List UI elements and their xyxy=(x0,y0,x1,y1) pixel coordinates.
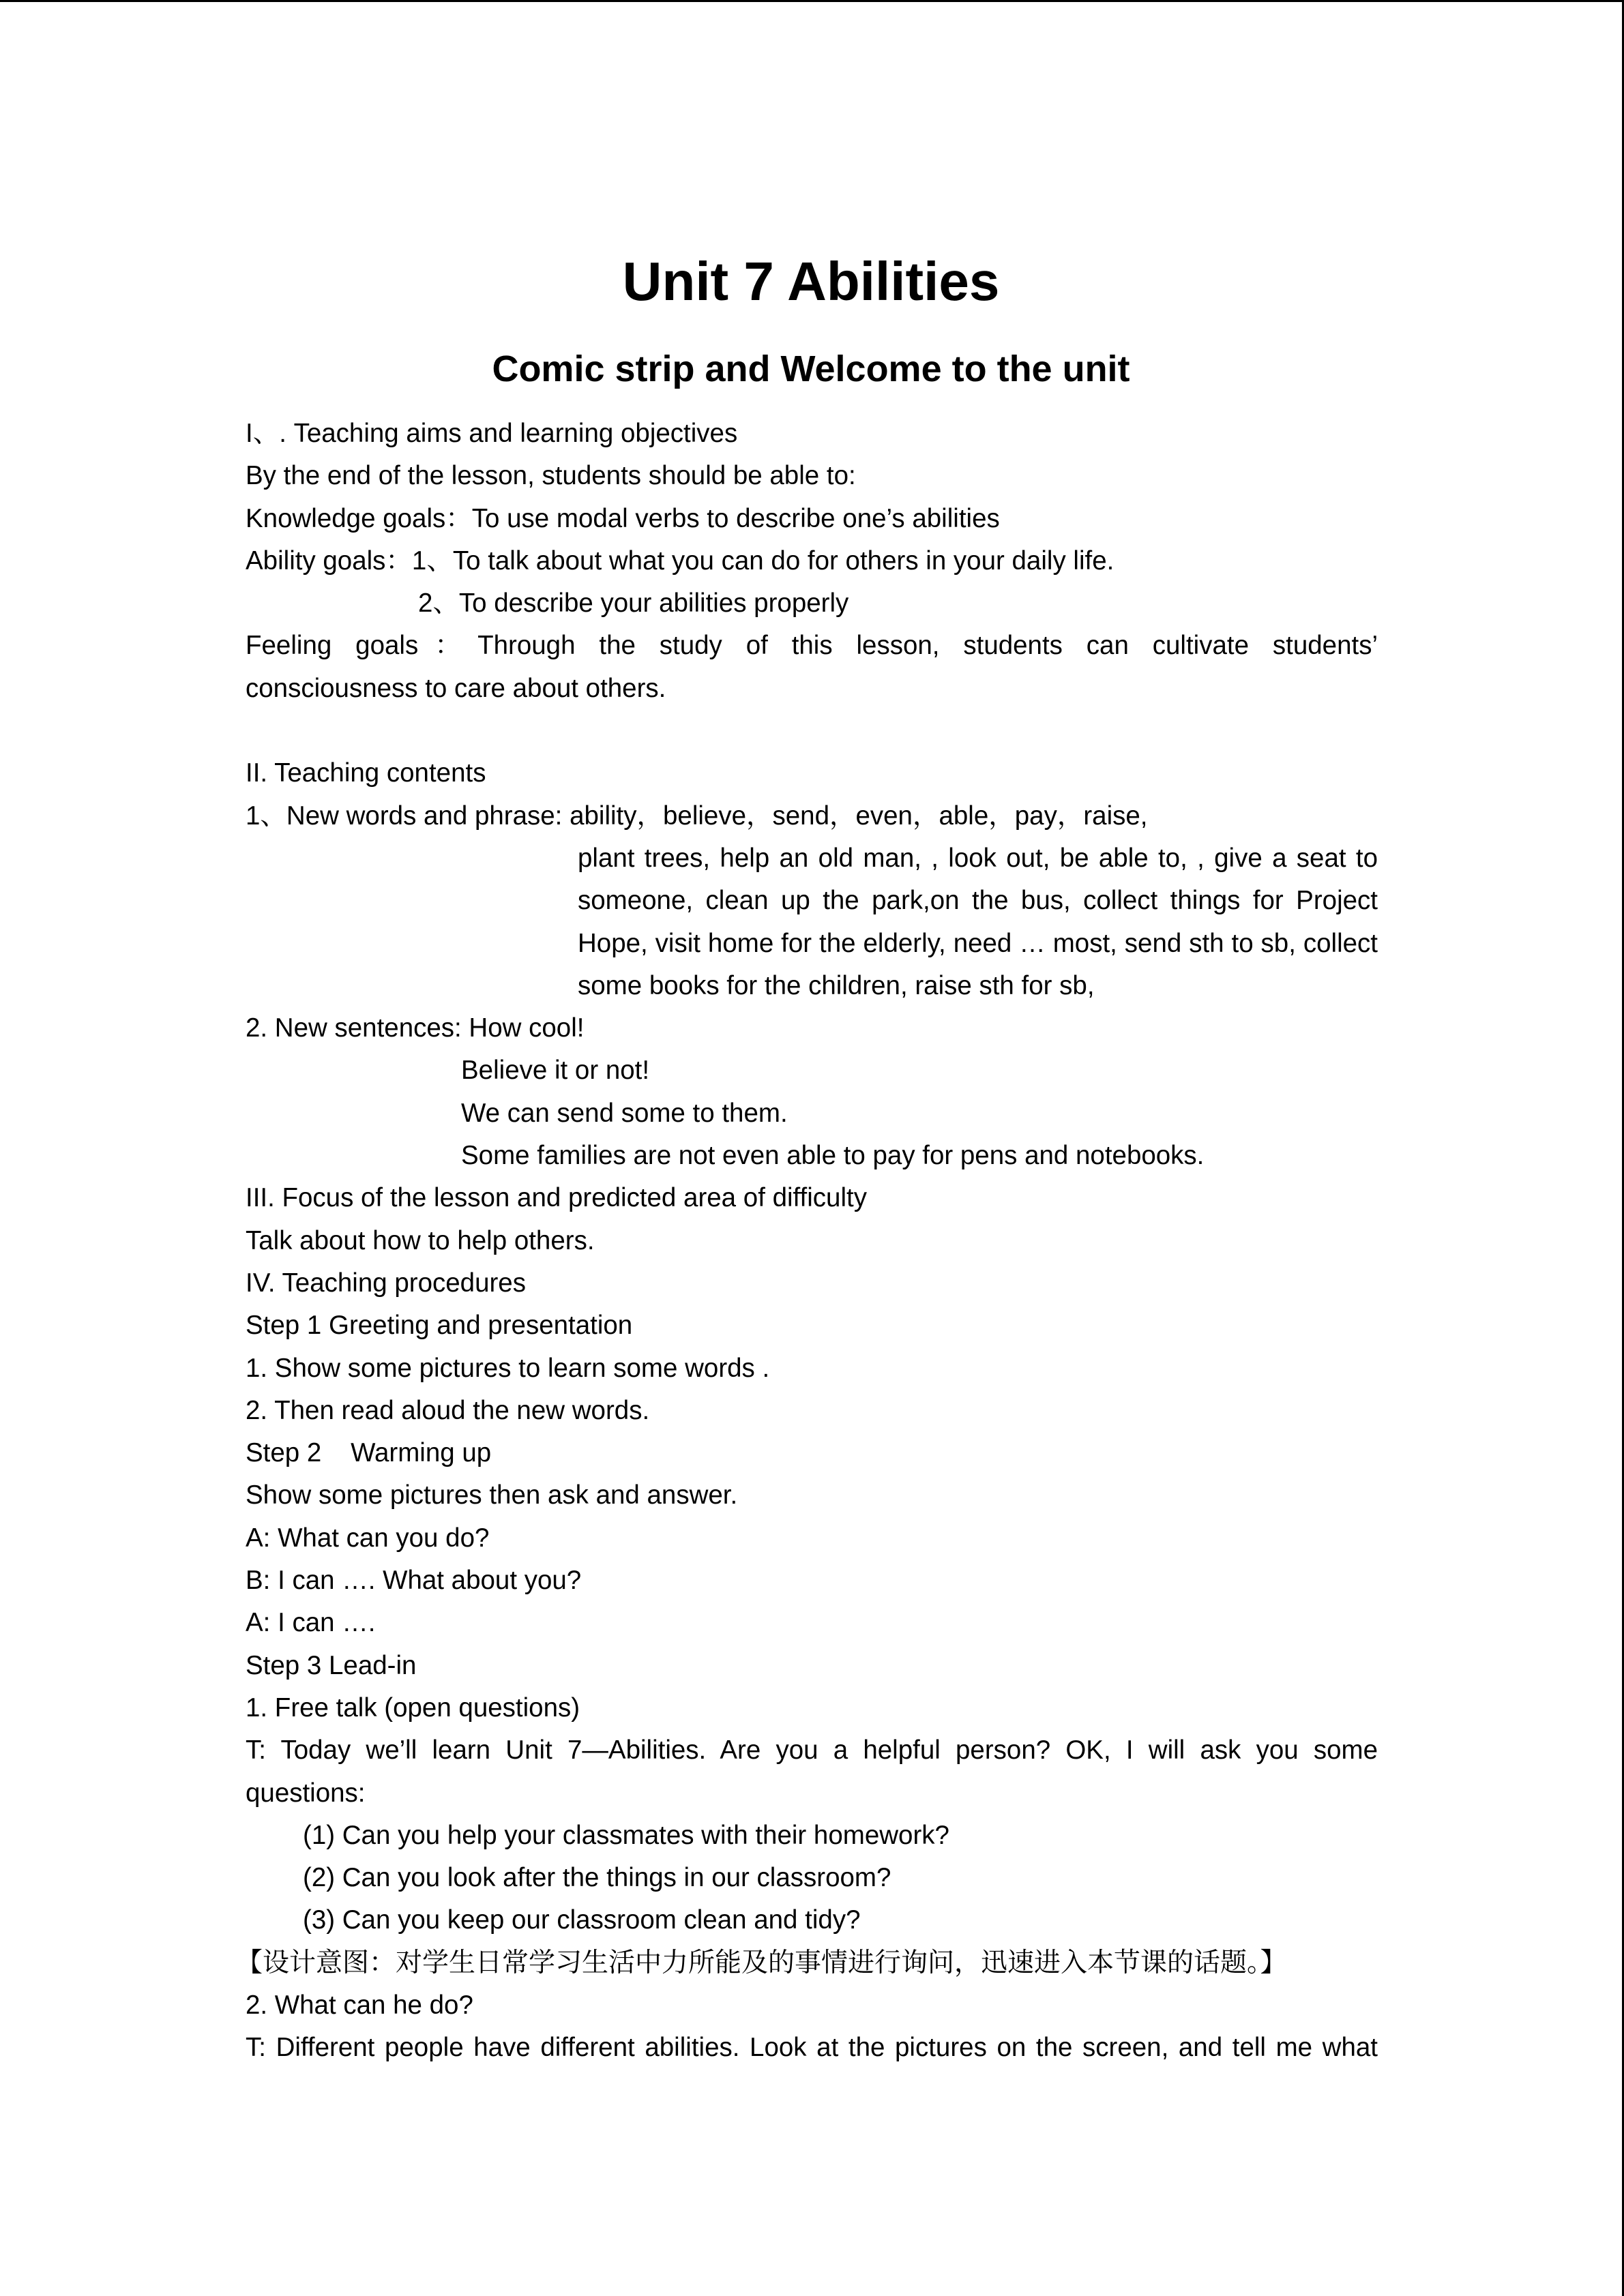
step-item: 2. Then read aloud the new words. xyxy=(246,1395,650,1425)
new-sentence-line: 2. New sentences: How cool! xyxy=(246,1013,585,1043)
teacher-line-cont: questions: xyxy=(246,1778,366,1808)
question-item: (2) Can you look after the things in our classroom? xyxy=(303,1863,891,1893)
step-heading: Step 2 Warming up xyxy=(246,1438,492,1468)
new-sentence-line: Some families are not even able to pay for pens and notebooks. xyxy=(461,1141,1205,1171)
section-heading: II. Teaching contents xyxy=(246,758,486,788)
step-item: 1. Show some pictures to learn some words . xyxy=(246,1353,770,1383)
feeling-goals-cont: consciousness to care about others. xyxy=(246,673,666,703)
dialog-line: B: I can …. What about you? xyxy=(246,1566,582,1596)
step-item: 2. What can he do? xyxy=(246,1990,473,2020)
new-words-line: plant trees, help an old man, , look out, be able to, , give a seat to xyxy=(578,843,1378,873)
new-sentence-line: Believe it or not! xyxy=(461,1056,650,1086)
blank-line xyxy=(246,710,1378,752)
new-words-line: 1、New words and phrase: ability，believe，send，even，able，pay，raise, xyxy=(246,801,1148,831)
teacher-line: T: Different people have different abilities. Look at the pictures on the screen, and tell me what xyxy=(246,2033,1378,2063)
design-note: 【设计意图：对学生日常学习生活中力所能及的事情进行询问，迅速进入本节课的话题。】 xyxy=(236,1947,1287,1978)
feeling-goals: Feeling goals：Through the study of this lesson, students can cultivate students’ xyxy=(246,631,1378,661)
dialog-line: A: What can you do? xyxy=(246,1523,490,1553)
section-heading: IV. Teaching procedures xyxy=(246,1268,526,1298)
section-heading: I、. Teaching aims and learning objectives xyxy=(246,419,738,448)
paragraph-line: Talk about how to help others. xyxy=(246,1225,595,1255)
new-words-line: some books for the children, raise sth for sb, xyxy=(578,970,1095,1000)
page-subtitle: Comic strip and Welcome to the unit xyxy=(492,348,1130,389)
section-heading: III. Focus of the lesson and predicted area of difficulty xyxy=(246,1183,867,1213)
dialog-line: A: I can …. xyxy=(246,1608,376,1638)
document-body xyxy=(236,413,1378,2070)
new-words-line: someone, clean up the park,on the bus, collect things for Project xyxy=(578,886,1378,916)
step-heading: Step 3 Lead-in xyxy=(246,1650,417,1680)
new-words-line: Hope, visit home for the elderly, need … most, send sth to sb, collect xyxy=(578,928,1378,958)
ability-goals: Ability goals：1、To talk about what you can do for others in your daily life. xyxy=(246,546,1114,576)
question-item: (3) Can you keep our classroom clean and tidy? xyxy=(303,1905,861,1935)
paragraph-line: Show some pictures then ask and answer. xyxy=(246,1480,738,1510)
page-title: Unit 7 Abilities xyxy=(622,251,1000,312)
ability-goals-2: 2、To describe your abilities properly xyxy=(418,588,849,618)
teacher-line: T: Today we’ll learn Unit 7—Abilities. Are you a helpful person? OK, I will ask you some xyxy=(246,1735,1378,1765)
paragraph-line: By the end of the lesson, students should be able to: xyxy=(246,461,856,491)
step-item: 1. Free talk (open questions) xyxy=(246,1693,580,1723)
step-heading: Step 1 Greeting and presentation xyxy=(246,1311,633,1341)
new-sentence-line: We can send some to them. xyxy=(461,1098,788,1128)
question-item: (1) Can you help your classmates with their homework? xyxy=(303,1820,949,1850)
knowledge-goals: Knowledge goals：To use modal verbs to describe one’s abilities xyxy=(246,503,1000,533)
